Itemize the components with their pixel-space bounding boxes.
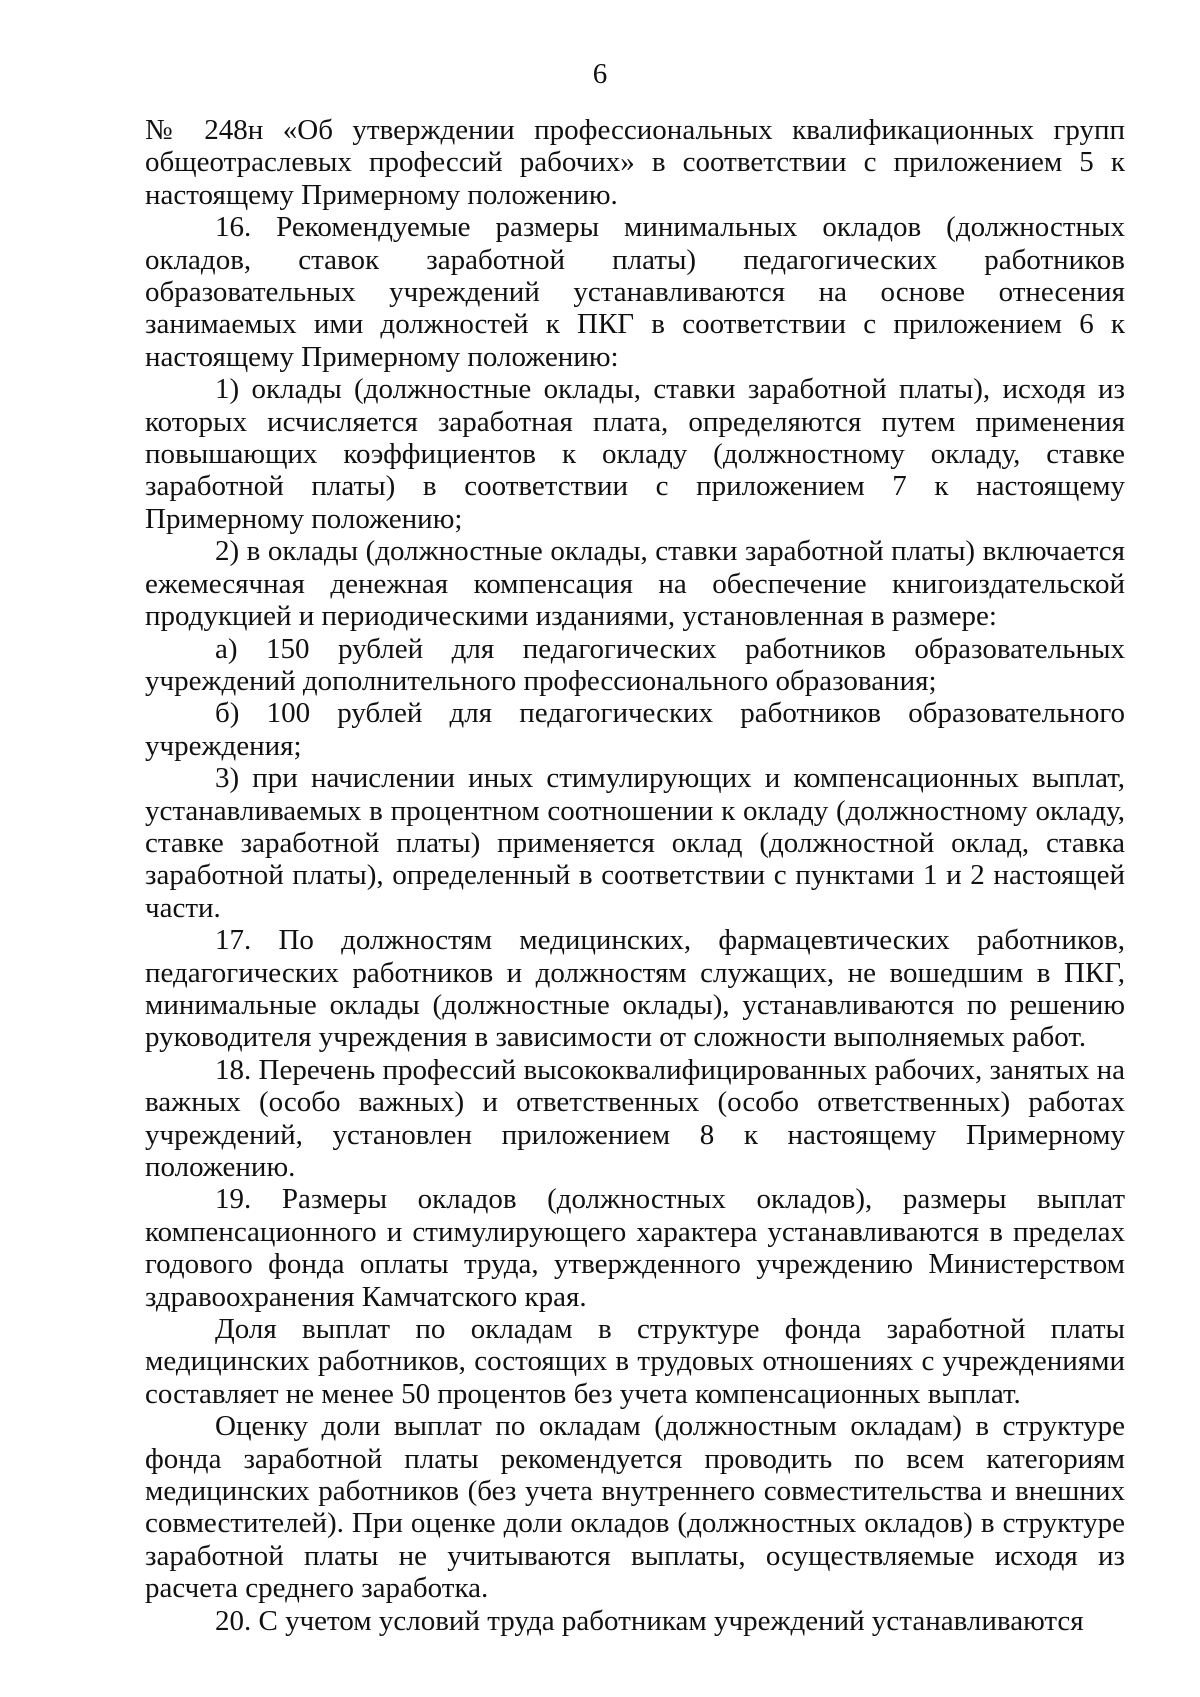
- paragraph-item-20: 20. С учетом условий труда работникам учреждений устанавливаются: [215, 1604, 1084, 1637]
- paragraph-subitem-2: 2) в оклады (должностные оклады, ставки заработной платы) включается ежемесячная денежная компенсация на обеспечение книгоиздательской продукцией и периодическими изданиями, установленная в размере:: [145, 535, 1125, 633]
- paragraph-item-18: 18. Перечень профессий высококвалифицированных рабочих, занятых на важных (особо важных) и ответственных (особо ответственных) работах учреждений, установлен приложением 8 к настоящему Примерному положению.: [145, 1053, 1125, 1183]
- paragraph-continuation: № 248н «Об утверждении профессиональных квалификационных групп общеотраслевых профессий рабочих» в соответствии с приложением 5 к настоящему Примерному положению.: [145, 114, 1125, 211]
- paragraph-share-of-salaries: Доля выплат по окладам в структуре фонда заработной платы медицинских работников, состоящих в трудовых отношениях с учреждениями составляет не менее 50 процентов без учета компенсационных выплат.: [145, 1313, 1125, 1410]
- page-number: 6: [592, 58, 608, 90]
- paragraph-subitem-a: а) 150 рублей для педагогических работников образовательных учреждений дополнительного профессионального образования;: [145, 632, 1125, 697]
- paragraph-item-19: 19. Размеры окладов (должностных окладов), размеры выплат компенсационного и стимулирующего характера устанавливаются в пределах годового фонда оплаты труда, утвержденного учреждению Министерством здравоохранения Камчатского края.: [145, 1183, 1125, 1313]
- paragraph-subitem-3: 3) при начислении иных стимулирующих и компенсационных выплат, устанавливаемых в процентном соотношении к окладу (должностному окладу, ставке заработной платы) применяется оклад (должностной оклад, ставка заработной платы), определенный в соответствии с пунктами 1 и 2 настоящей части.: [145, 762, 1125, 924]
- paragraph-subitem-1: 1) оклады (должностные оклады, ставки заработной платы), исходя из которых исчисляется заработная плата, определяются путем применения повышающих коэффициентов к окладу (должностному окладу, ставке заработной платы) в соответствии с приложением 7 к настоящему Примерному положению;: [145, 373, 1125, 535]
- document-body: [145, 114, 1125, 1637]
- paragraph-item-16: 16. Рекомендуемые размеры минимальных окладов (должностных окладов, ставок заработной платы) педагогических работников образовательных учреждений устанавливаются на основе отнесения занимаемых ими должностей к ПКГ в соответствии с приложением 6 к настоящему Примерному положению:: [145, 211, 1125, 373]
- paragraph-item-17: 17. По должностям медицинских, фармацевтических работников, педагогических работников и должностям служащих, не вошедшим в ПКГ, минимальные оклады (должностные оклады), устанавливаются по решению руководителя учреждения в зависимости от сложности выполняемых работ.: [145, 924, 1125, 1054]
- paragraph-share-assessment: Оценку доли выплат по окладам (должностным окладам) в структуре фонда заработной платы рекомендуется проводить по всем категориям медицинских работников (без учета внутреннего совместительства и внешних совместителей). При оценке доли окладов (должностных окладов) в структуре заработной платы не учитываются выплаты, осуществляемые исходя из расчета среднего заработка.: [145, 1410, 1125, 1605]
- paragraph-subitem-b: б) 100 рублей для педагогических работников образовательного учреждения;: [145, 697, 1125, 762]
